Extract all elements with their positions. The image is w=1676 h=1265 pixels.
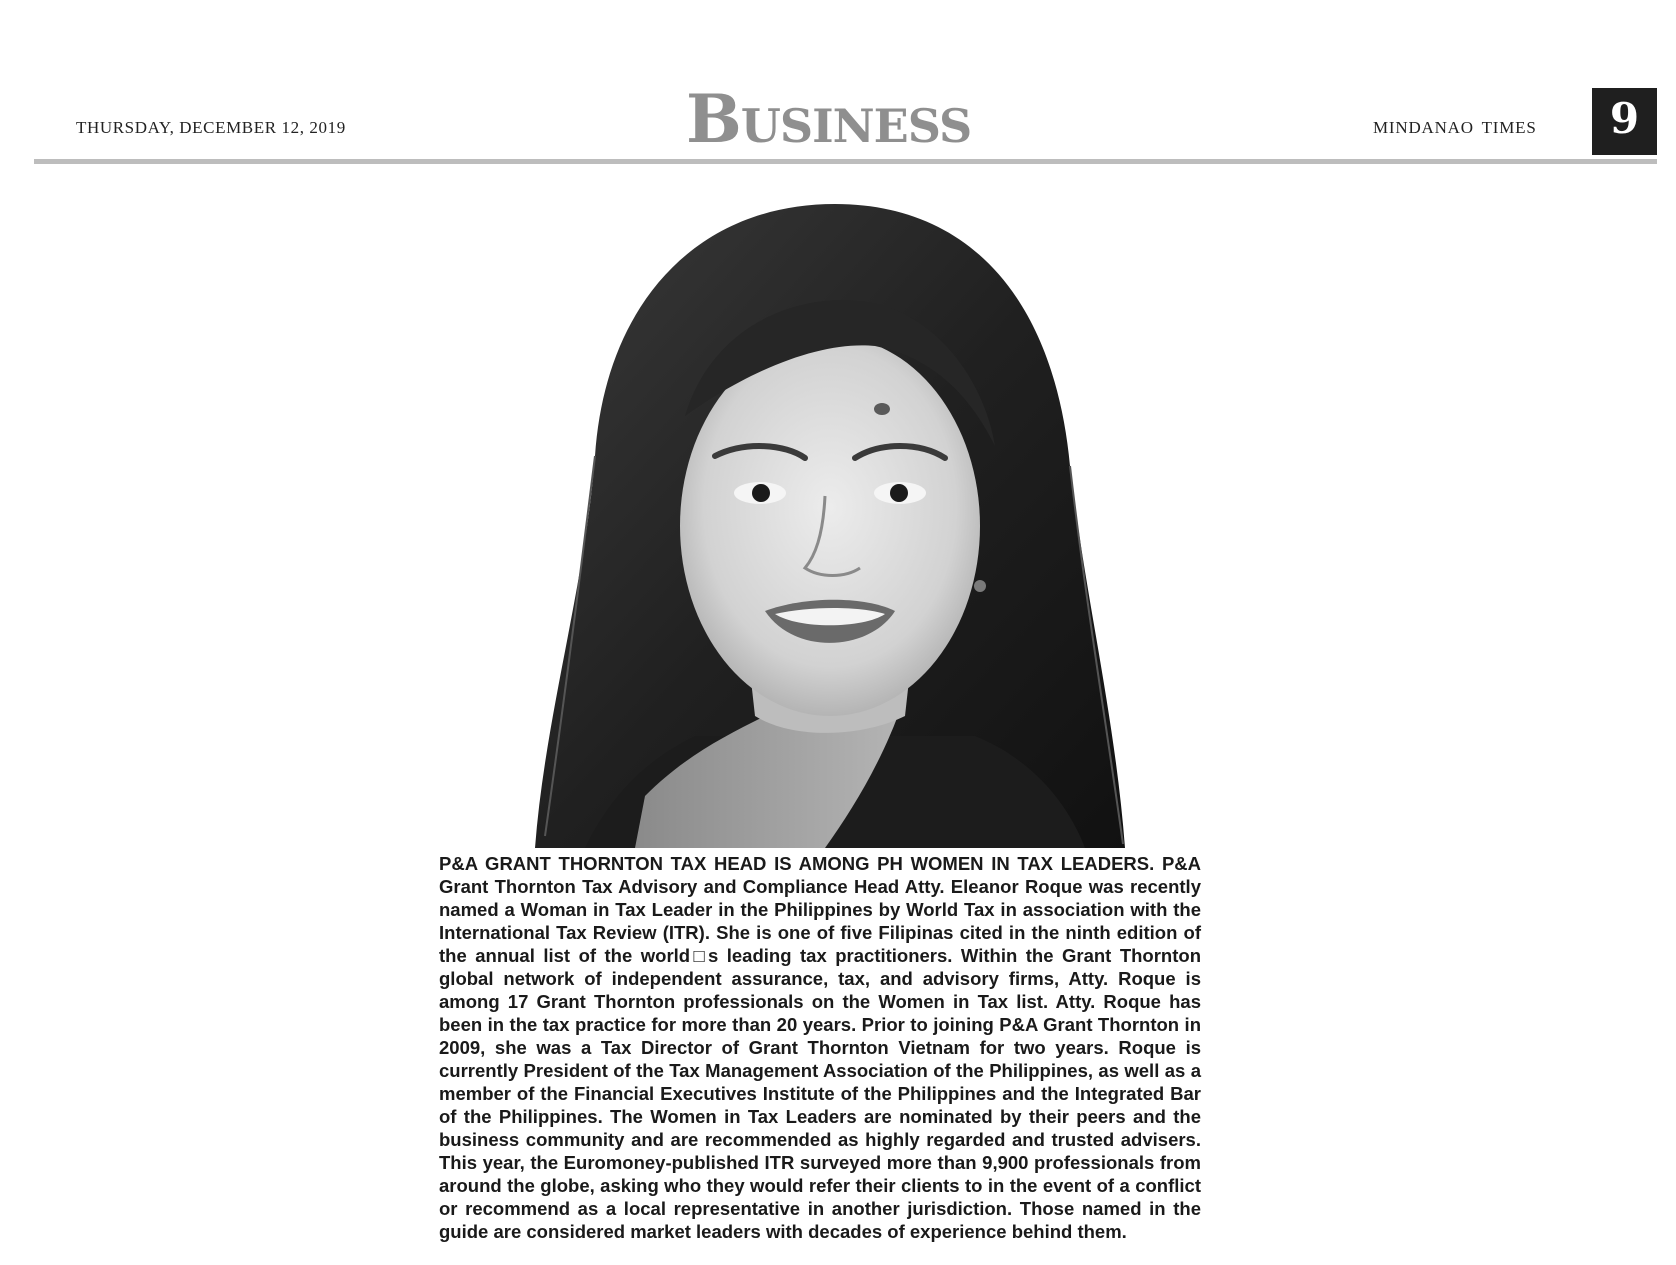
header-rule [34, 159, 1657, 164]
portrait-photo [525, 196, 1145, 848]
photo-caption [439, 852, 1201, 1243]
page-number: 9 [1592, 88, 1657, 155]
section-title: Business [686, 80, 972, 158]
issue-date: THURSDAY, DECEMBER 12, 2019 [76, 118, 346, 137]
publication-name: MINDANAO TIMES [1373, 118, 1537, 137]
article-body: P&A Grant Thornton Tax Advisory and Compliance Head Atty. Eleanor Roque was recently named a Woman in Tax Leader in the Philippines by World Tax in association with the International Tax Review (ITR). She is one of five Filipinas cited in the ninth edition of the annual list of the world□s leading tax practitioners. Within the Grant Thornton global network of independent assurance, tax, and advisory firms, Atty. Roque is among 17 Grant Thornton professionals on the Women in Tax list. Atty. Roque has been in the tax practice for more than 20 years. Prior to joining P&A Grant Thornton in 2009, she was a Tax Director of Grant Thornton Vietnam for two years. Roque is currently President of the Tax Management Association of the Philippines, as well as a member of the Financial Executives Institute of the Philippines and the Integrated Bar of the Philippines. The Women in Tax Leaders are nominated by their peers and the business community and are recommended as highly regarded and trusted advisers. This year, the Euromoney-published ITR surveyed more than 9,900 professionals from around the globe, asking who they would refer their clients to in the event of a conflict or recommend as a local representative in another jurisdiction. Those named in the guide are considered market leaders with decades of experience behind them. [439, 853, 1201, 1242]
article-headline: P&A GRANT THORNTON TAX HEAD IS AMONG PH WOMEN IN TAX LEADERS. [439, 853, 1155, 874]
